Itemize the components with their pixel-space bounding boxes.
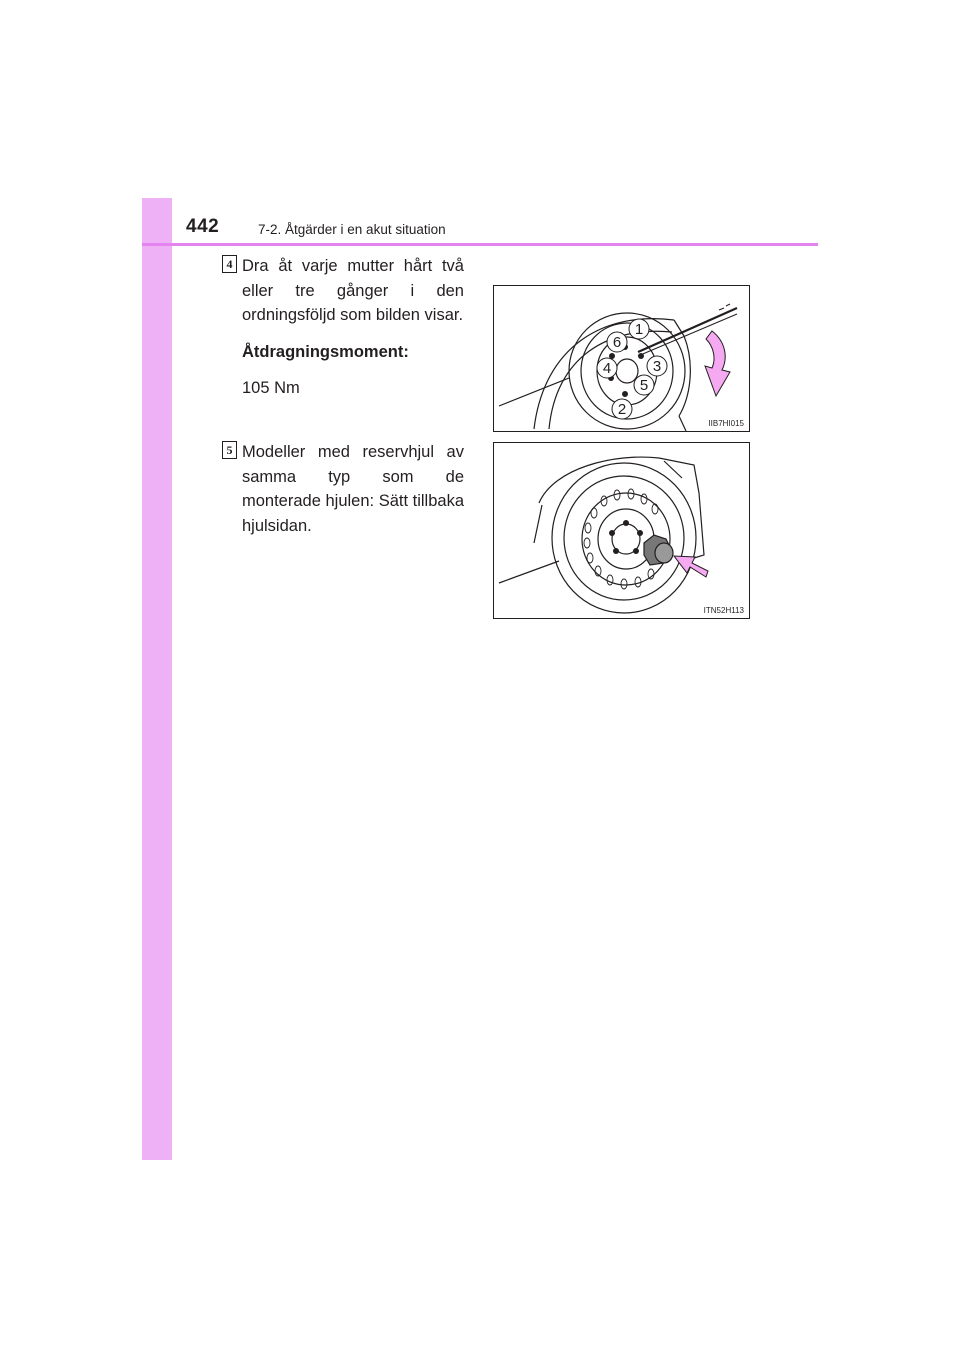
wheel-tighten-illustration	[494, 286, 749, 431]
figure-code: ITN52H113	[703, 606, 744, 615]
step-4-instruction: Dra åt varje mutter hårt två eller tre gånger i den ordningsföljd som bilden visar.	[242, 257, 464, 324]
order-label-6: 6	[612, 334, 622, 351]
order-label-3: 3	[652, 358, 662, 375]
rotation-arrow-icon	[705, 331, 730, 396]
page-header	[142, 198, 818, 244]
wheel-cover-illustration	[494, 443, 749, 618]
step-5-text-block	[242, 440, 464, 538]
order-label-5: 5	[639, 377, 649, 394]
header-rule	[142, 243, 818, 246]
figure-code: IIB7HI015	[708, 419, 744, 428]
step-4-text-block	[242, 254, 464, 401]
order-label-4: 4	[602, 360, 612, 377]
figure-wheel-cover	[493, 442, 750, 619]
torque-value: 105 Nm	[242, 379, 300, 397]
order-label-2: 2	[617, 401, 627, 418]
wheel-cap-icon	[644, 535, 673, 565]
torque-label: Åtdragningsmoment:	[242, 342, 409, 361]
chapter-side-bar	[142, 198, 172, 1160]
insert-arrow-icon	[674, 556, 708, 577]
section-title: 7-2. Åtgärder i en akut situation	[258, 222, 446, 237]
order-label-1: 1	[634, 321, 644, 338]
step-badge-5: 5	[222, 441, 237, 459]
step-5-instruction: Modeller med reservhjul av samma typ som de monterade hjulen: Sätt tillbaka hjulsidan.	[242, 443, 464, 535]
figure-tighten-nuts	[493, 285, 750, 432]
step-badge-4: 4	[222, 255, 237, 273]
page-number: 442	[186, 216, 220, 237]
